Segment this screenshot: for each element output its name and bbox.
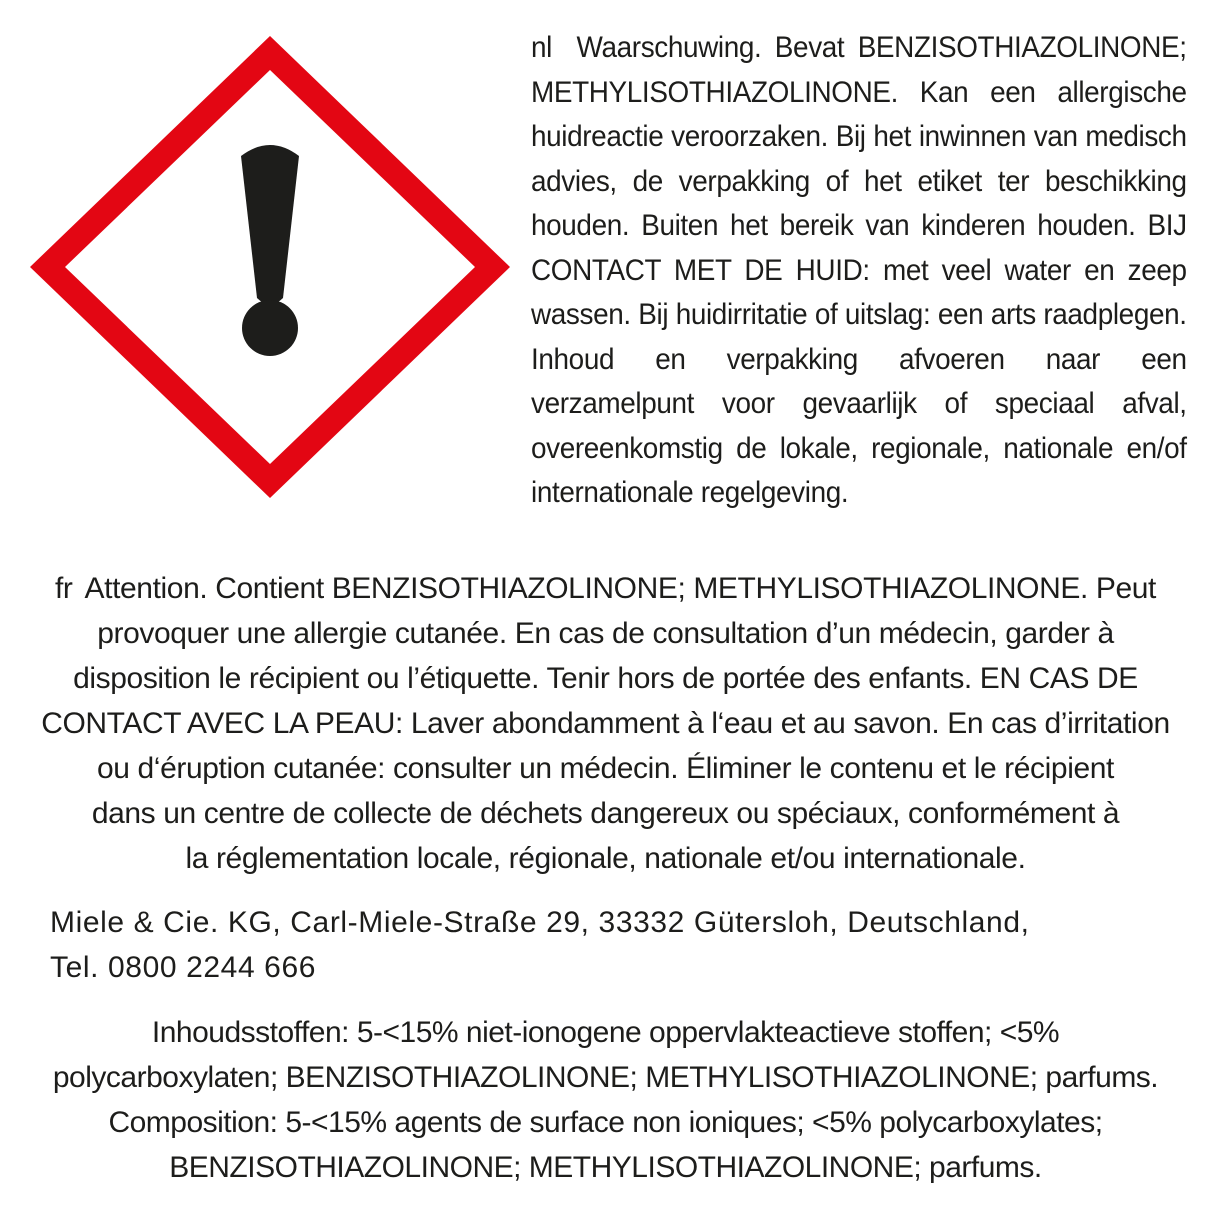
ingredients-line-2: polycarboxylaten; BENZISOTHIAZOLINONE; METHYLISOTHIAZOLINONE; parfums. — [52, 1061, 1159, 1094]
hazard-diamond — [30, 36, 510, 498]
address-line: Miele & Cie. KG, Carl-Miele-Straße 29, 33332 Gütersloh, Deutschland, — [50, 906, 1030, 939]
dutch-warning-body: Waarschuwing. Bevat BENZISOTHIAZOLINONE; METHYLISOTHIAZOLINONE. Kan een allergische huidreactie veroorzaken. Bij het inwinnen van medisch advies, de verpakking of het etiket ter beschikking houden. Buiten het bereik van kinderen houden. BIJ CONTACT MET DE HUID: met veel water en zeep wassen. Bij huidirritatie of uitslag: een arts raadplegen. Inhoud en verpakking afvoeren naar een verzamelpunt voor gevaarlijk of speciaal afval, overeenkomstig de lokale, regionale, nationale en/of internationale regelgeving. — [531, 31, 1187, 509]
french-line-7: la réglementation locale, régionale, nationale et/ou internationale. — [185, 842, 1026, 875]
french-line-5: ou d‘éruption cutanée: consulter un médecin. Éliminer le contenu et le récipient — [97, 752, 1114, 785]
manufacturer-address — [50, 900, 1120, 990]
language-code-fr: fr — [55, 572, 73, 605]
french-line-4: CONTACT AVEC LA PEAU: Laver abondamment à l‘eau et au savon. En cas d’irritation — [41, 707, 1170, 740]
ingredients-list — [18, 1010, 1193, 1190]
french-line-2: provoquer une allergie cutanée. En cas de consultation d’un médecin, garder à — [97, 617, 1114, 650]
ingredients-line-1: Inhoudsstoffen: 5-<15% niet-ionogene oppervlakteactieve stoffen; <5% — [151, 1016, 1060, 1049]
french-line-3: disposition le récipient ou l’étiquette. Tenir hors de portée des enfants. EN CAS DE — [73, 662, 1138, 695]
french-line-1 — [18, 566, 1193, 611]
phone-line: Tel. 0800 2244 666 — [50, 951, 317, 984]
ingredients-line-4: BENZISOTHIAZOLINONE; METHYLISOTHIAZOLINONE; parfums. — [169, 1151, 1042, 1184]
french-line-1-text: Attention. Contient BENZISOTHIAZOLINONE; METHYLISOTHIAZOLINONE. Peut — [84, 572, 1156, 605]
french-warning-text — [18, 566, 1193, 881]
french-line-6: dans un centre de collecte de déchets dangereux ou spéciaux, conformément à — [91, 797, 1120, 830]
ingredients-line-3: Composition: 5-<15% agents de surface non ioniques; <5% polycarboxylates; — [108, 1106, 1103, 1139]
exclamation-dot — [242, 300, 298, 356]
dutch-warning-text — [531, 26, 1187, 516]
ghs07-exclamation-mark-icon — [30, 36, 510, 498]
language-code-nl: nl — [531, 31, 552, 64]
